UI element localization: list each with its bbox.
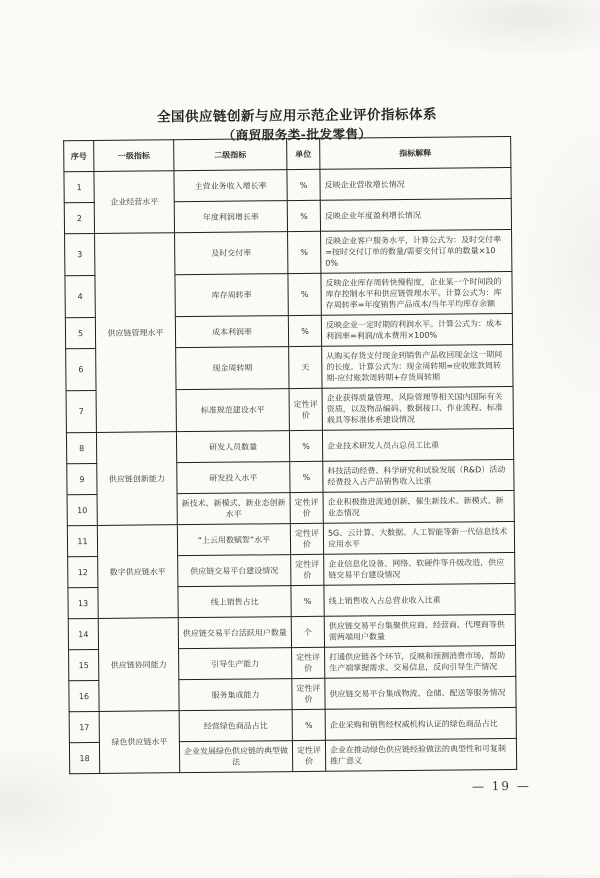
page-number: — 19 — — [471, 778, 531, 794]
explanation-cell: 从购买存货支付现金到销售产品收回现金这一期间的长度。计算公式为：现金周转期=应收账款周转期-应付账款周转期+存货周转期 — [322, 344, 513, 388]
row-number-cell: 17 — [69, 711, 99, 742]
explanation-cell: 反映企业营收增长情况 — [320, 167, 511, 200]
explanation-cell: 供应链交易平台集聚供应商、经营商、代理商等供需两端用户数量 — [324, 614, 515, 647]
level2-indicator-cell: 供应链交易平台建设情况 — [178, 555, 291, 587]
unit-cell: 天 — [289, 346, 322, 388]
row-number-cell: 15 — [69, 649, 99, 680]
level2-indicator-cell: 研发人员数量 — [176, 431, 289, 463]
unit-cell: 定性评价 — [290, 523, 323, 554]
row-number-cell: 4 — [65, 275, 95, 317]
unit-cell: 定性评价 — [290, 492, 323, 523]
level2-indicator-cell: 库存周转率 — [175, 274, 288, 317]
row-number-cell: 2 — [64, 202, 94, 233]
level2-indicator-cell: 标准规范建设水平 — [176, 389, 289, 432]
explanation-cell: 打通供应链各个环节，反映和预测消费市场，帮助生产端掌握需求、交易信息，反向引导生产情况 — [325, 645, 516, 678]
level2-indicator-cell: 企业发展绿色供应链的典型做法 — [179, 741, 292, 773]
header-no: 序号 — [64, 140, 94, 171]
level2-indicator-cell: 现金周转期 — [176, 347, 289, 390]
header-level1-indicator: 一级指标 — [94, 140, 174, 172]
table-row — [68, 614, 515, 649]
row-number-cell: 16 — [69, 680, 99, 711]
level1-indicator-cell: 供应链管理水平 — [95, 233, 177, 433]
level1-indicator-cell: 供应链协同能力 — [98, 618, 179, 712]
row-number-cell: 18 — [69, 742, 99, 773]
level2-indicator-cell: 引导生产能力 — [179, 648, 292, 680]
row-number-cell: 6 — [66, 348, 96, 390]
row-number-cell: 10 — [67, 494, 97, 525]
row-number-cell: 12 — [68, 556, 98, 587]
table-row — [65, 229, 512, 275]
explanation-cell: 反映企业库存周转快慢程度，企业某一个时间段的库存控制水平和供应链管理水平。计算公式为：库存周转率=年度销售产品成本/当年平均库存余额 — [321, 271, 512, 315]
explanation-cell: 线上销售收入占总营业收入比重 — [324, 583, 515, 616]
unit-cell: % — [291, 585, 324, 616]
unit-cell: % — [287, 200, 320, 231]
unit-cell: % — [288, 231, 321, 273]
page-subtitle: （商贸服务类-批发零售） — [222, 126, 372, 143]
explanation-cell: 企业采购和销售经权威机构认证的绿色商品占比 — [325, 707, 516, 740]
explanation-cell: 5G、云计算、大数据、人工智能等新一代信息技术应用水平 — [323, 521, 514, 554]
level2-indicator-cell: “上云用数赋智”水平 — [177, 524, 290, 556]
table-row — [64, 167, 511, 202]
explanation-cell: 企业获得质量管理、风险管理等相关国内国际有关资质，以及物品编码、数据接口、作业流程、标准载具等标准体系建设情况 — [322, 386, 513, 430]
level2-indicator-cell: 主营业务收入增长率 — [174, 170, 287, 202]
level2-indicator-cell: 经营绿色商品占比 — [179, 710, 292, 742]
row-number-cell: 11 — [67, 525, 97, 556]
level2-indicator-cell: 新技术、新模式、新业态创新水平 — [177, 493, 290, 525]
row-number-cell: 14 — [68, 618, 98, 649]
unit-cell: 定性评价 — [292, 740, 325, 771]
explanation-cell: 科技活动经费、科学研究和试验发展（R&D）活动经费投入占产品销售收入比重 — [323, 459, 514, 492]
unit-cell: % — [288, 315, 321, 346]
page-title: 全国供应链创新与应用示范企业评价指标体系 — [156, 106, 437, 126]
level2-indicator-cell: 线上销售占比 — [178, 586, 291, 618]
explanation-cell: 反映企业一定时期的利润水平。计算公式为：成本利润率=利润/成本费用×100% — [321, 313, 512, 346]
header-level2-indicator: 二级指标 — [174, 139, 287, 171]
explanation-cell: 企业信息化设备、网络、软硬件等升级改造，供应链交易平台建设情况 — [324, 552, 515, 585]
unit-cell: 定性评价 — [289, 388, 322, 430]
explanation-cell: 反映企业年度盈利增长情况 — [320, 198, 511, 231]
level1-indicator-cell: 供应链创新能力 — [96, 432, 177, 526]
level2-indicator-cell: 及时交付率 — [175, 232, 288, 275]
explanation-cell: 供应链交易平台集成物流、仓储、配送等服务情况 — [325, 676, 516, 709]
row-number-cell: 7 — [66, 390, 96, 432]
unit-cell: % — [289, 430, 322, 461]
header-unit: 单位 — [287, 138, 320, 169]
row-number-cell: 9 — [67, 463, 97, 494]
unit-cell: % — [288, 273, 321, 315]
unit-cell: 定性评价 — [292, 678, 325, 709]
level1-indicator-cell: 企业经营水平 — [94, 171, 175, 234]
unit-cell: % — [287, 169, 320, 200]
level2-indicator-cell: 供应链交易平台活跃用户数量 — [178, 617, 291, 649]
level2-indicator-cell: 成本利润率 — [175, 316, 288, 348]
unit-cell: 个 — [291, 616, 324, 647]
row-number-cell: 8 — [66, 432, 96, 463]
header-explanation: 指标解释 — [320, 136, 511, 169]
row-number-cell: 5 — [65, 317, 95, 348]
table-header-row — [64, 136, 511, 171]
explanation-cell: 企业积极推进流通创新，催生新技术、新模式、新业态情况 — [323, 490, 514, 523]
explanation-cell: 反映企业客户服务水平，计算公式为：及时交付率=按时交付订单的数量/需要交付订单的数量×100% — [321, 229, 512, 273]
row-number-cell: 1 — [64, 171, 94, 202]
unit-cell: % — [290, 461, 323, 492]
table-row — [69, 707, 516, 742]
level2-indicator-cell: 服务集成能力 — [179, 679, 292, 711]
table-row — [66, 428, 513, 463]
unit-cell: % — [292, 709, 325, 740]
level1-indicator-cell: 数字供应链水平 — [97, 525, 178, 619]
level2-indicator-cell: 研发投入水平 — [177, 462, 290, 494]
explanation-cell: 企业在推动绿色供应链经验做法的典型性和可复制推广意义 — [325, 738, 516, 771]
explanation-cell: 企业技术研发人员占总员工比重 — [322, 428, 513, 461]
row-number-cell: 3 — [65, 233, 95, 275]
indicator-table — [63, 136, 517, 774]
unit-cell: 定性评价 — [291, 554, 324, 585]
unit-cell: 定性评价 — [292, 647, 325, 678]
row-number-cell: 13 — [68, 587, 98, 618]
level2-indicator-cell: 年度利润增长率 — [174, 201, 287, 233]
level1-indicator-cell: 绿色供应链水平 — [99, 711, 180, 774]
table-row — [67, 521, 514, 556]
